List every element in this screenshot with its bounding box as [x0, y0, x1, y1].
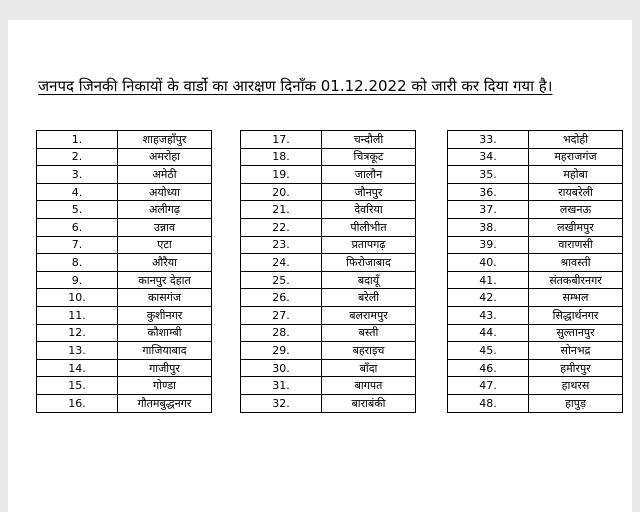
district-name: वाराणसी — [529, 236, 623, 254]
row-number: 29. — [241, 342, 322, 360]
row-number: 16. — [37, 394, 118, 412]
district-name: कानपुर देहात — [118, 271, 212, 289]
row-number: 1. — [37, 131, 118, 149]
table-row — [37, 183, 212, 201]
row-number: 38. — [448, 218, 529, 236]
row-number: 46. — [448, 359, 529, 377]
table-row — [448, 148, 623, 166]
table-row — [448, 324, 623, 342]
table-row — [37, 271, 212, 289]
district-table-body — [448, 131, 623, 413]
table-row — [448, 289, 623, 307]
district-name: अयोध्या — [118, 183, 212, 201]
table-row — [37, 342, 212, 360]
district-name: हापुड़ — [529, 394, 623, 412]
table-row — [448, 254, 623, 272]
table-row — [448, 359, 623, 377]
table-row — [448, 394, 623, 412]
table-row — [448, 218, 623, 236]
row-number: 19. — [241, 166, 322, 184]
district-name: भदोही — [529, 131, 623, 149]
district-name: श्रावस्ती — [529, 254, 623, 272]
district-name: सुल्तानपुर — [529, 324, 623, 342]
row-number: 17. — [241, 131, 322, 149]
row-number: 10. — [37, 289, 118, 307]
district-name: बागपत — [322, 377, 416, 395]
district-name: गोण्डा — [118, 377, 212, 395]
district-name: रायबरेली — [529, 183, 623, 201]
row-number: 41. — [448, 271, 529, 289]
table-row — [241, 218, 416, 236]
table-row — [448, 342, 623, 360]
district-name: चित्रकूट — [322, 148, 416, 166]
table-row — [37, 306, 212, 324]
district-name: शाहजहाँपुर — [118, 131, 212, 149]
district-name: हमीरपुर — [529, 359, 623, 377]
row-number: 24. — [241, 254, 322, 272]
row-number: 32. — [241, 394, 322, 412]
row-number: 2. — [37, 148, 118, 166]
district-name: लखनऊ — [529, 201, 623, 219]
row-number: 28. — [241, 324, 322, 342]
district-table-3 — [447, 130, 623, 413]
row-number: 4. — [37, 183, 118, 201]
row-number: 47. — [448, 377, 529, 395]
table-row — [37, 377, 212, 395]
row-number: 5. — [37, 201, 118, 219]
row-number: 9. — [37, 271, 118, 289]
district-name: कासगंज — [118, 289, 212, 307]
district-name: बलरामपुर — [322, 306, 416, 324]
district-name: एटा — [118, 236, 212, 254]
row-number: 40. — [448, 254, 529, 272]
row-number: 20. — [241, 183, 322, 201]
district-name: जौनपुर — [322, 183, 416, 201]
district-name: गाजियाबाद — [118, 342, 212, 360]
table-row — [448, 166, 623, 184]
district-name: जालौन — [322, 166, 416, 184]
district-name: औरैया — [118, 254, 212, 272]
table-row — [37, 359, 212, 377]
row-number: 36. — [448, 183, 529, 201]
district-name: अमेठी — [118, 166, 212, 184]
district-name: कौशाम्बी — [118, 324, 212, 342]
row-number: 37. — [448, 201, 529, 219]
district-name: बाराबंकी — [322, 394, 416, 412]
table-row — [241, 148, 416, 166]
table-row — [37, 166, 212, 184]
table-row — [448, 377, 623, 395]
district-name: चन्दौली — [322, 131, 416, 149]
district-name: फिरोजाबाद — [322, 254, 416, 272]
row-number: 21. — [241, 201, 322, 219]
table-row — [448, 201, 623, 219]
page-title: जनपद जिनकी निकायों के वार्डो का आरक्षण दिनाँक 01.12.2022 को जारी कर दिया गया है। — [38, 77, 553, 95]
row-number: 12. — [37, 324, 118, 342]
row-number: 39. — [448, 236, 529, 254]
district-name: पीलीभीत — [322, 218, 416, 236]
table-row — [241, 342, 416, 360]
district-name: बरेली — [322, 289, 416, 307]
district-name: अमरोहा — [118, 148, 212, 166]
district-name: लखीमपुर — [529, 218, 623, 236]
table-row — [241, 201, 416, 219]
row-number: 45. — [448, 342, 529, 360]
row-number: 15. — [37, 377, 118, 395]
row-number: 48. — [448, 394, 529, 412]
table-row — [448, 236, 623, 254]
row-number: 42. — [448, 289, 529, 307]
table-row — [241, 254, 416, 272]
row-number: 26. — [241, 289, 322, 307]
row-number: 22. — [241, 218, 322, 236]
district-name: बहराइच — [322, 342, 416, 360]
district-name: कुशीनगर — [118, 306, 212, 324]
row-number: 23. — [241, 236, 322, 254]
row-number: 44. — [448, 324, 529, 342]
row-number: 3. — [37, 166, 118, 184]
table-row — [37, 218, 212, 236]
table-row — [241, 306, 416, 324]
row-number: 31. — [241, 377, 322, 395]
district-name: सोनभद्र — [529, 342, 623, 360]
row-number: 11. — [37, 306, 118, 324]
table-row — [37, 148, 212, 166]
row-number: 43. — [448, 306, 529, 324]
row-number: 27. — [241, 306, 322, 324]
table-row — [241, 359, 416, 377]
district-name: उन्नाव — [118, 218, 212, 236]
table-row — [37, 289, 212, 307]
district-name: बदायूँ — [322, 271, 416, 289]
table-row — [241, 289, 416, 307]
district-table-body — [37, 131, 212, 413]
row-number: 33. — [448, 131, 529, 149]
table-row — [241, 271, 416, 289]
table-row — [37, 394, 212, 412]
row-number: 30. — [241, 359, 322, 377]
district-name: संतकबीरनगर — [529, 271, 623, 289]
district-table-body — [241, 131, 416, 413]
district-name: गौतमबुद्धनगर — [118, 394, 212, 412]
row-number: 18. — [241, 148, 322, 166]
table-row — [241, 377, 416, 395]
district-name: महराजगंज — [529, 148, 623, 166]
district-name: हाथरस — [529, 377, 623, 395]
table-row — [37, 324, 212, 342]
district-name: गाजीपुर — [118, 359, 212, 377]
table-row — [241, 183, 416, 201]
table-row — [241, 131, 416, 149]
district-name: सिद्धार्थनगर — [529, 306, 623, 324]
district-name: बाँदा — [322, 359, 416, 377]
table-row — [448, 271, 623, 289]
district-name: महोबा — [529, 166, 623, 184]
district-name: देवरिया — [322, 201, 416, 219]
row-number: 7. — [37, 236, 118, 254]
table-row — [241, 324, 416, 342]
table-row — [241, 394, 416, 412]
row-number: 25. — [241, 271, 322, 289]
row-number: 13. — [37, 342, 118, 360]
table-row — [448, 183, 623, 201]
table-row — [37, 131, 212, 149]
row-number: 8. — [37, 254, 118, 272]
district-name: प्रतापगढ़ — [322, 236, 416, 254]
table-row — [448, 131, 623, 149]
table-row — [37, 254, 212, 272]
district-table-2 — [240, 130, 416, 413]
district-table-1 — [36, 130, 212, 413]
row-number: 35. — [448, 166, 529, 184]
table-row — [37, 236, 212, 254]
row-number: 6. — [37, 218, 118, 236]
table-row — [241, 236, 416, 254]
district-name: सम्भल — [529, 289, 623, 307]
district-name: अलीगढ़ — [118, 201, 212, 219]
row-number: 14. — [37, 359, 118, 377]
district-name: बस्ती — [322, 324, 416, 342]
table-row — [448, 306, 623, 324]
table-row — [37, 201, 212, 219]
row-number: 34. — [448, 148, 529, 166]
table-row — [241, 166, 416, 184]
